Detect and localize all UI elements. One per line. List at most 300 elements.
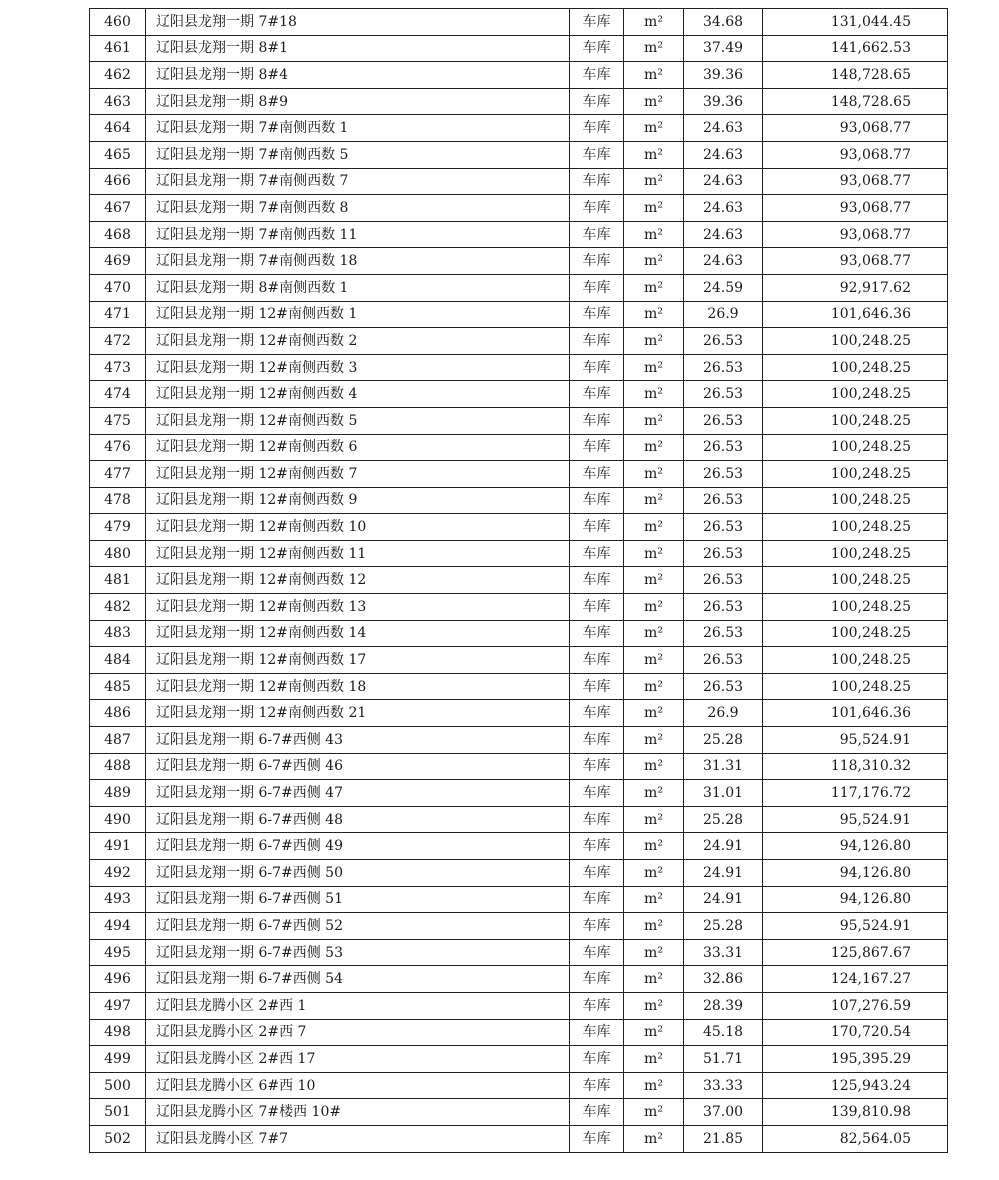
property-type-cell: 车库 xyxy=(570,381,624,408)
row-number-cell: 495 xyxy=(90,939,146,966)
table-row xyxy=(90,461,948,488)
table-row xyxy=(90,9,948,36)
property-name-cell: 辽阳县龙翔一期 12#南侧西数 14 xyxy=(146,620,570,647)
area-cell: 26.53 xyxy=(684,354,763,381)
property-type-cell: 车库 xyxy=(570,727,624,754)
row-number-cell: 484 xyxy=(90,647,146,674)
row-number-cell: 471 xyxy=(90,301,146,328)
unit-cell: m² xyxy=(624,992,684,1019)
property-name-cell: 辽阳县龙腾小区 7#楼西 10# xyxy=(146,1099,570,1126)
property-type-cell: 车库 xyxy=(570,1019,624,1046)
area-cell: 24.63 xyxy=(684,248,763,275)
row-number-cell: 482 xyxy=(90,594,146,621)
unit-cell: m² xyxy=(624,328,684,355)
property-name-cell: 辽阳县龙翔一期 7#南侧西数 7 xyxy=(146,168,570,195)
property-type-cell: 车库 xyxy=(570,540,624,567)
area-cell: 24.63 xyxy=(684,168,763,195)
area-cell: 24.59 xyxy=(684,274,763,301)
price-cell: 100,248.25 xyxy=(763,540,948,567)
unit-cell: m² xyxy=(624,115,684,142)
price-cell: 94,126.80 xyxy=(763,833,948,860)
row-number-cell: 472 xyxy=(90,328,146,355)
area-cell: 32.86 xyxy=(684,966,763,993)
table-row xyxy=(90,886,948,913)
area-cell: 26.53 xyxy=(684,328,763,355)
price-cell: 141,662.53 xyxy=(763,35,948,62)
unit-cell: m² xyxy=(624,1019,684,1046)
price-cell: 131,044.45 xyxy=(763,9,948,36)
unit-cell: m² xyxy=(624,620,684,647)
unit-cell: m² xyxy=(624,461,684,488)
property-name-cell: 辽阳县龙腾小区 6#西 10 xyxy=(146,1072,570,1099)
property-name-cell: 辽阳县龙翔一期 6-7#西侧 48 xyxy=(146,806,570,833)
unit-cell: m² xyxy=(624,62,684,89)
table-row xyxy=(90,753,948,780)
table-row xyxy=(90,328,948,355)
property-type-cell: 车库 xyxy=(570,168,624,195)
row-number-cell: 463 xyxy=(90,88,146,115)
unit-cell: m² xyxy=(624,647,684,674)
area-cell: 24.63 xyxy=(684,195,763,222)
property-name-cell: 辽阳县龙翔一期 12#南侧西数 17 xyxy=(146,647,570,674)
unit-cell: m² xyxy=(624,434,684,461)
property-type-cell: 车库 xyxy=(570,860,624,887)
table-row xyxy=(90,939,948,966)
unit-cell: m² xyxy=(624,221,684,248)
property-name-cell: 辽阳县龙翔一期 12#南侧西数 11 xyxy=(146,540,570,567)
area-cell: 26.53 xyxy=(684,407,763,434)
area-cell: 31.31 xyxy=(684,753,763,780)
price-cell: 100,248.25 xyxy=(763,328,948,355)
table-row xyxy=(90,514,948,541)
unit-cell: m² xyxy=(624,168,684,195)
table-row xyxy=(90,966,948,993)
unit-cell: m² xyxy=(624,274,684,301)
area-cell: 45.18 xyxy=(684,1019,763,1046)
property-name-cell: 辽阳县龙翔一期 8#1 xyxy=(146,35,570,62)
row-number-cell: 474 xyxy=(90,381,146,408)
table-row xyxy=(90,594,948,621)
table-row xyxy=(90,62,948,89)
property-name-cell: 辽阳县龙翔一期 8#南侧西数 1 xyxy=(146,274,570,301)
table-row xyxy=(90,647,948,674)
table-row xyxy=(90,381,948,408)
row-number-cell: 483 xyxy=(90,620,146,647)
property-name-cell: 辽阳县龙翔一期 6-7#西侧 53 xyxy=(146,939,570,966)
property-type-cell: 车库 xyxy=(570,461,624,488)
property-type-cell: 车库 xyxy=(570,992,624,1019)
table-body xyxy=(90,9,948,1153)
row-number-cell: 465 xyxy=(90,141,146,168)
table-row xyxy=(90,168,948,195)
price-cell: 100,248.25 xyxy=(763,620,948,647)
property-name-cell: 辽阳县龙翔一期 12#南侧西数 9 xyxy=(146,487,570,514)
property-name-cell: 辽阳县龙翔一期 7#南侧西数 8 xyxy=(146,195,570,222)
unit-cell: m² xyxy=(624,833,684,860)
price-cell: 118,310.32 xyxy=(763,753,948,780)
unit-cell: m² xyxy=(624,407,684,434)
property-type-cell: 车库 xyxy=(570,700,624,727)
area-cell: 26.53 xyxy=(684,567,763,594)
price-cell: 100,248.25 xyxy=(763,461,948,488)
property-type-cell: 车库 xyxy=(570,301,624,328)
area-cell: 25.28 xyxy=(684,727,763,754)
property-type-cell: 车库 xyxy=(570,753,624,780)
price-cell: 100,248.25 xyxy=(763,567,948,594)
property-name-cell: 辽阳县龙翔一期 6-7#西侧 47 xyxy=(146,780,570,807)
table-row xyxy=(90,221,948,248)
row-number-cell: 477 xyxy=(90,461,146,488)
table-row xyxy=(90,806,948,833)
row-number-cell: 476 xyxy=(90,434,146,461)
row-number-cell: 494 xyxy=(90,913,146,940)
property-name-cell: 辽阳县龙腾小区 7#7 xyxy=(146,1125,570,1152)
table-row xyxy=(90,673,948,700)
property-name-cell: 辽阳县龙翔一期 6-7#西侧 43 xyxy=(146,727,570,754)
property-type-cell: 车库 xyxy=(570,1046,624,1073)
area-cell: 21.85 xyxy=(684,1125,763,1152)
table-row xyxy=(90,115,948,142)
price-cell: 92,917.62 xyxy=(763,274,948,301)
unit-cell: m² xyxy=(624,1099,684,1126)
area-cell: 26.53 xyxy=(684,434,763,461)
price-cell: 125,867.67 xyxy=(763,939,948,966)
property-type-cell: 车库 xyxy=(570,434,624,461)
unit-cell: m² xyxy=(624,886,684,913)
property-type-cell: 车库 xyxy=(570,274,624,301)
property-name-cell: 辽阳县龙翔一期 12#南侧西数 4 xyxy=(146,381,570,408)
property-type-cell: 车库 xyxy=(570,780,624,807)
property-name-cell: 辽阳县龙翔一期 12#南侧西数 2 xyxy=(146,328,570,355)
area-cell: 25.28 xyxy=(684,913,763,940)
property-name-cell: 辽阳县龙翔一期 12#南侧西数 21 xyxy=(146,700,570,727)
price-cell: 100,248.25 xyxy=(763,647,948,674)
property-type-cell: 车库 xyxy=(570,514,624,541)
area-cell: 26.9 xyxy=(684,700,763,727)
price-cell: 93,068.77 xyxy=(763,195,948,222)
area-cell: 24.63 xyxy=(684,221,763,248)
area-cell: 24.91 xyxy=(684,833,763,860)
row-number-cell: 462 xyxy=(90,62,146,89)
area-cell: 26.53 xyxy=(684,487,763,514)
area-cell: 39.36 xyxy=(684,62,763,89)
property-name-cell: 辽阳县龙翔一期 12#南侧西数 18 xyxy=(146,673,570,700)
row-number-cell: 497 xyxy=(90,992,146,1019)
unit-cell: m² xyxy=(624,966,684,993)
area-cell: 26.53 xyxy=(684,461,763,488)
property-type-cell: 车库 xyxy=(570,248,624,275)
property-type-cell: 车库 xyxy=(570,833,624,860)
property-name-cell: 辽阳县龙翔一期 6-7#西侧 51 xyxy=(146,886,570,913)
price-cell: 124,167.27 xyxy=(763,966,948,993)
price-cell: 93,068.77 xyxy=(763,168,948,195)
property-type-cell: 车库 xyxy=(570,141,624,168)
price-cell: 101,646.36 xyxy=(763,700,948,727)
table-row xyxy=(90,301,948,328)
property-name-cell: 辽阳县龙翔一期 6-7#西侧 46 xyxy=(146,753,570,780)
table-row xyxy=(90,248,948,275)
property-type-cell: 车库 xyxy=(570,673,624,700)
unit-cell: m² xyxy=(624,514,684,541)
area-cell: 37.00 xyxy=(684,1099,763,1126)
row-number-cell: 496 xyxy=(90,966,146,993)
table-row xyxy=(90,1099,948,1126)
table-row xyxy=(90,35,948,62)
row-number-cell: 481 xyxy=(90,567,146,594)
price-cell: 93,068.77 xyxy=(763,221,948,248)
unit-cell: m² xyxy=(624,195,684,222)
property-name-cell: 辽阳县龙翔一期 6-7#西侧 49 xyxy=(146,833,570,860)
unit-cell: m² xyxy=(624,806,684,833)
row-number-cell: 469 xyxy=(90,248,146,275)
area-cell: 24.63 xyxy=(684,115,763,142)
price-cell: 100,248.25 xyxy=(763,407,948,434)
area-cell: 26.53 xyxy=(684,514,763,541)
property-name-cell: 辽阳县龙翔一期 6-7#西侧 52 xyxy=(146,913,570,940)
area-cell: 37.49 xyxy=(684,35,763,62)
unit-cell: m² xyxy=(624,939,684,966)
property-name-cell: 辽阳县龙翔一期 7#南侧西数 5 xyxy=(146,141,570,168)
price-cell: 107,276.59 xyxy=(763,992,948,1019)
property-type-cell: 车库 xyxy=(570,407,624,434)
row-number-cell: 460 xyxy=(90,9,146,36)
property-type-cell: 车库 xyxy=(570,354,624,381)
property-type-cell: 车库 xyxy=(570,35,624,62)
property-type-cell: 车库 xyxy=(570,620,624,647)
row-number-cell: 478 xyxy=(90,487,146,514)
price-cell: 100,248.25 xyxy=(763,434,948,461)
price-cell: 94,126.80 xyxy=(763,860,948,887)
property-type-cell: 车库 xyxy=(570,88,624,115)
property-type-cell: 车库 xyxy=(570,9,624,36)
property-type-cell: 车库 xyxy=(570,886,624,913)
row-number-cell: 500 xyxy=(90,1072,146,1099)
row-number-cell: 475 xyxy=(90,407,146,434)
unit-cell: m² xyxy=(624,753,684,780)
property-name-cell: 辽阳县龙翔一期 12#南侧西数 3 xyxy=(146,354,570,381)
row-number-cell: 467 xyxy=(90,195,146,222)
property-type-cell: 车库 xyxy=(570,195,624,222)
price-cell: 82,564.05 xyxy=(763,1125,948,1152)
price-cell: 148,728.65 xyxy=(763,88,948,115)
property-type-cell: 车库 xyxy=(570,221,624,248)
price-cell: 93,068.77 xyxy=(763,141,948,168)
property-type-cell: 车库 xyxy=(570,939,624,966)
table-row xyxy=(90,727,948,754)
unit-cell: m² xyxy=(624,780,684,807)
property-name-cell: 辽阳县龙翔一期 12#南侧西数 13 xyxy=(146,594,570,621)
property-price-table xyxy=(89,8,948,1153)
row-number-cell: 499 xyxy=(90,1046,146,1073)
property-type-cell: 车库 xyxy=(570,1099,624,1126)
row-number-cell: 489 xyxy=(90,780,146,807)
row-number-cell: 466 xyxy=(90,168,146,195)
property-type-cell: 车库 xyxy=(570,594,624,621)
area-cell: 33.31 xyxy=(684,939,763,966)
row-number-cell: 501 xyxy=(90,1099,146,1126)
price-cell: 195,395.29 xyxy=(763,1046,948,1073)
property-name-cell: 辽阳县龙腾小区 2#西 17 xyxy=(146,1046,570,1073)
property-name-cell: 辽阳县龙翔一期 12#南侧西数 5 xyxy=(146,407,570,434)
property-type-cell: 车库 xyxy=(570,913,624,940)
property-name-cell: 辽阳县龙翔一期 8#9 xyxy=(146,88,570,115)
price-cell: 95,524.91 xyxy=(763,727,948,754)
unit-cell: m² xyxy=(624,9,684,36)
area-cell: 26.9 xyxy=(684,301,763,328)
price-cell: 148,728.65 xyxy=(763,62,948,89)
price-cell: 100,248.25 xyxy=(763,514,948,541)
unit-cell: m² xyxy=(624,1072,684,1099)
table-row xyxy=(90,1072,948,1099)
unit-cell: m² xyxy=(624,860,684,887)
row-number-cell: 492 xyxy=(90,860,146,887)
row-number-cell: 480 xyxy=(90,540,146,567)
property-name-cell: 辽阳县龙翔一期 12#南侧西数 6 xyxy=(146,434,570,461)
unit-cell: m² xyxy=(624,913,684,940)
price-cell: 93,068.77 xyxy=(763,248,948,275)
property-type-cell: 车库 xyxy=(570,487,624,514)
property-type-cell: 车库 xyxy=(570,115,624,142)
row-number-cell: 488 xyxy=(90,753,146,780)
property-name-cell: 辽阳县龙翔一期 7#南侧西数 18 xyxy=(146,248,570,275)
area-cell: 33.33 xyxy=(684,1072,763,1099)
unit-cell: m² xyxy=(624,35,684,62)
property-name-cell: 辽阳县龙翔一期 7#南侧西数 11 xyxy=(146,221,570,248)
table-row xyxy=(90,780,948,807)
unit-cell: m² xyxy=(624,540,684,567)
row-number-cell: 468 xyxy=(90,221,146,248)
unit-cell: m² xyxy=(624,567,684,594)
price-cell: 94,126.80 xyxy=(763,886,948,913)
table-row xyxy=(90,434,948,461)
unit-cell: m² xyxy=(624,88,684,115)
area-cell: 51.71 xyxy=(684,1046,763,1073)
price-cell: 100,248.25 xyxy=(763,673,948,700)
row-number-cell: 487 xyxy=(90,727,146,754)
area-cell: 24.91 xyxy=(684,860,763,887)
unit-cell: m² xyxy=(624,1046,684,1073)
row-number-cell: 479 xyxy=(90,514,146,541)
table-row xyxy=(90,620,948,647)
unit-cell: m² xyxy=(624,594,684,621)
property-name-cell: 辽阳县龙翔一期 12#南侧西数 7 xyxy=(146,461,570,488)
price-cell: 93,068.77 xyxy=(763,115,948,142)
table-row xyxy=(90,487,948,514)
table-row xyxy=(90,141,948,168)
price-cell: 117,176.72 xyxy=(763,780,948,807)
property-type-cell: 车库 xyxy=(570,966,624,993)
property-type-cell: 车库 xyxy=(570,62,624,89)
area-cell: 26.53 xyxy=(684,673,763,700)
row-number-cell: 491 xyxy=(90,833,146,860)
unit-cell: m² xyxy=(624,700,684,727)
area-cell: 39.36 xyxy=(684,88,763,115)
table-row xyxy=(90,860,948,887)
unit-cell: m² xyxy=(624,1125,684,1152)
property-type-cell: 车库 xyxy=(570,567,624,594)
row-number-cell: 502 xyxy=(90,1125,146,1152)
row-number-cell: 493 xyxy=(90,886,146,913)
row-number-cell: 470 xyxy=(90,274,146,301)
property-name-cell: 辽阳县龙翔一期 12#南侧西数 12 xyxy=(146,567,570,594)
table-row xyxy=(90,700,948,727)
property-name-cell: 辽阳县龙翔一期 12#南侧西数 1 xyxy=(146,301,570,328)
unit-cell: m² xyxy=(624,301,684,328)
property-type-cell: 车库 xyxy=(570,1072,624,1099)
table-row xyxy=(90,992,948,1019)
area-cell: 26.53 xyxy=(684,620,763,647)
property-name-cell: 辽阳县龙腾小区 2#西 1 xyxy=(146,992,570,1019)
property-type-cell: 车库 xyxy=(570,328,624,355)
unit-cell: m² xyxy=(624,354,684,381)
price-cell: 95,524.91 xyxy=(763,913,948,940)
area-cell: 34.68 xyxy=(684,9,763,36)
property-name-cell: 辽阳县龙翔一期 8#4 xyxy=(146,62,570,89)
property-type-cell: 车库 xyxy=(570,647,624,674)
unit-cell: m² xyxy=(624,248,684,275)
row-number-cell: 485 xyxy=(90,673,146,700)
property-type-cell: 车库 xyxy=(570,806,624,833)
price-cell: 100,248.25 xyxy=(763,354,948,381)
area-cell: 31.01 xyxy=(684,780,763,807)
price-cell: 95,524.91 xyxy=(763,806,948,833)
price-cell: 139,810.98 xyxy=(763,1099,948,1126)
price-cell: 125,943.24 xyxy=(763,1072,948,1099)
area-cell: 25.28 xyxy=(684,806,763,833)
price-cell: 100,248.25 xyxy=(763,594,948,621)
area-cell: 26.53 xyxy=(684,647,763,674)
price-cell: 100,248.25 xyxy=(763,381,948,408)
table-row xyxy=(90,274,948,301)
table-row xyxy=(90,567,948,594)
unit-cell: m² xyxy=(624,381,684,408)
property-name-cell: 辽阳县龙翔一期 7#18 xyxy=(146,9,570,36)
property-name-cell: 辽阳县龙翔一期 12#南侧西数 10 xyxy=(146,514,570,541)
table-row xyxy=(90,913,948,940)
table-row xyxy=(90,195,948,222)
property-name-cell: 辽阳县龙腾小区 2#西 7 xyxy=(146,1019,570,1046)
unit-cell: m² xyxy=(624,487,684,514)
table-row xyxy=(90,540,948,567)
unit-cell: m² xyxy=(624,727,684,754)
area-cell: 24.91 xyxy=(684,886,763,913)
property-name-cell: 辽阳县龙翔一期 6-7#西侧 54 xyxy=(146,966,570,993)
property-type-cell: 车库 xyxy=(570,1125,624,1152)
table-row xyxy=(90,407,948,434)
area-cell: 26.53 xyxy=(684,381,763,408)
row-number-cell: 464 xyxy=(90,115,146,142)
table-row xyxy=(90,1019,948,1046)
row-number-cell: 473 xyxy=(90,354,146,381)
table-row xyxy=(90,1046,948,1073)
row-number-cell: 490 xyxy=(90,806,146,833)
unit-cell: m² xyxy=(624,673,684,700)
row-number-cell: 461 xyxy=(90,35,146,62)
row-number-cell: 486 xyxy=(90,700,146,727)
area-cell: 24.63 xyxy=(684,141,763,168)
table-row xyxy=(90,833,948,860)
table-row xyxy=(90,88,948,115)
area-cell: 26.53 xyxy=(684,594,763,621)
price-cell: 101,646.36 xyxy=(763,301,948,328)
price-cell: 100,248.25 xyxy=(763,487,948,514)
area-cell: 26.53 xyxy=(684,540,763,567)
table-row xyxy=(90,354,948,381)
row-number-cell: 498 xyxy=(90,1019,146,1046)
price-cell: 170,720.54 xyxy=(763,1019,948,1046)
property-name-cell: 辽阳县龙翔一期 7#南侧西数 1 xyxy=(146,115,570,142)
area-cell: 28.39 xyxy=(684,992,763,1019)
